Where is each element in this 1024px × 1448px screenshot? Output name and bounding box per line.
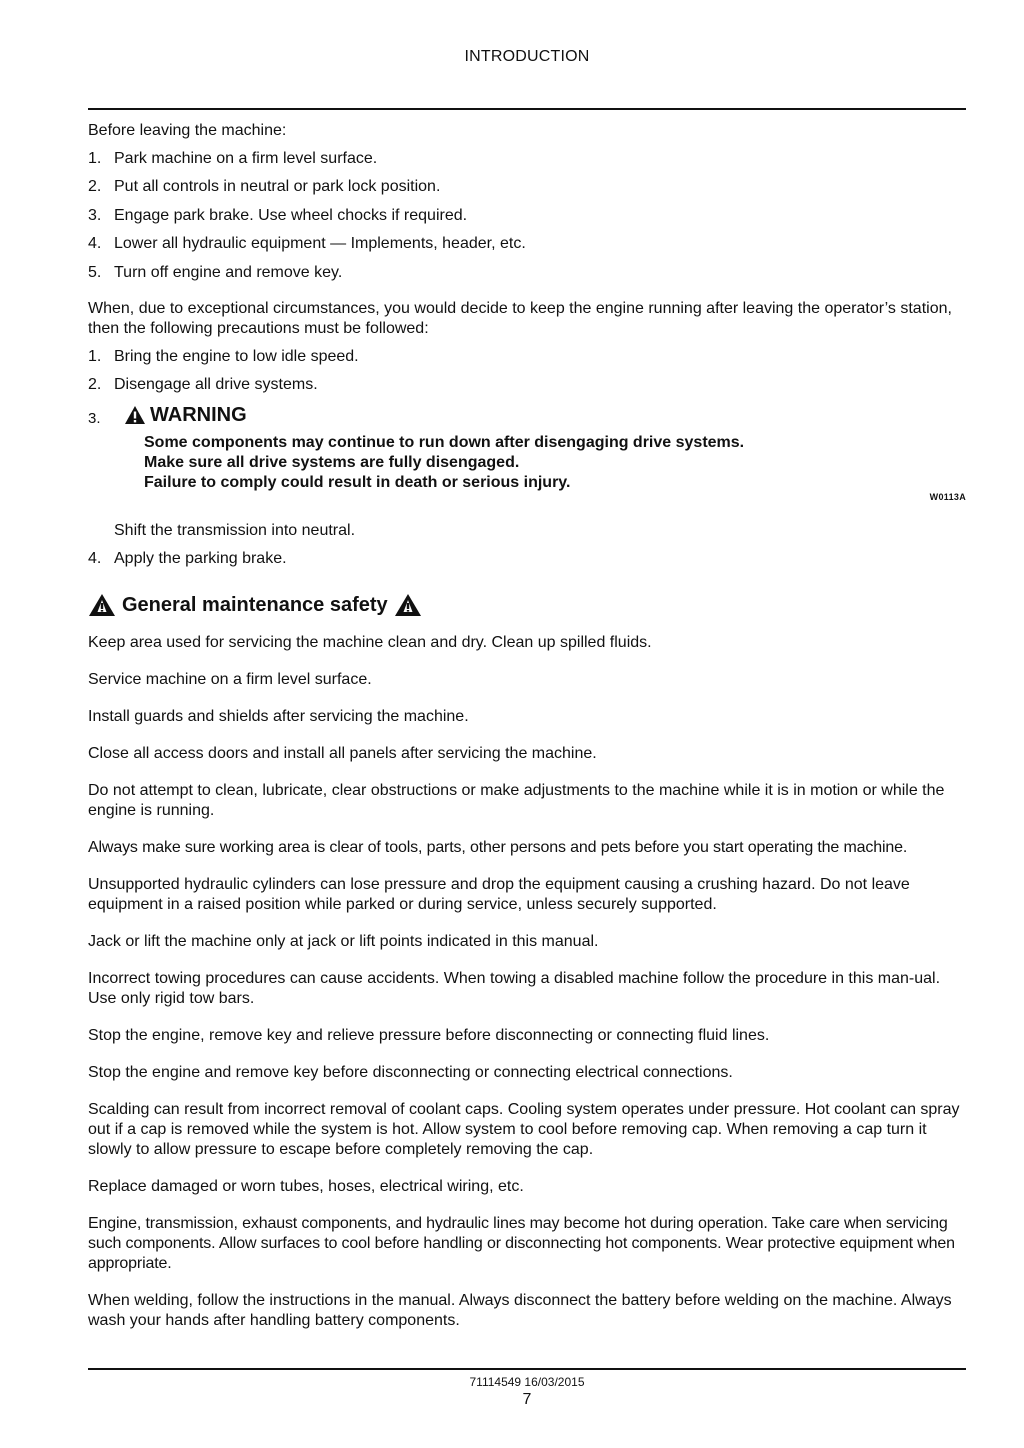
warning-step [88, 403, 966, 503]
section-heading [88, 591, 966, 619]
shift-instruction: Shift the transmission into neutral. [114, 522, 356, 540]
paragraph: Unsupported hydraulic cylinders can lose pressure and drop the equipment causing a crushing hazard. Do not leave equipment in a raised position while parked or during service, unless securely supported. [88, 876, 910, 914]
warning-heading [124, 403, 966, 427]
paragraph: Incorrect towing procedures can cause accidents. When towing a disabled machine follow the procedure in this man-ual. Use only rigid tow bars. [88, 970, 941, 1008]
paragraph: Close all access doors and install all panels after servicing the machine. [88, 745, 597, 763]
warning-box [124, 403, 966, 503]
paragraph: Replace damaged or worn tubes, hoses, electrical wiring, etc. [88, 1178, 524, 1196]
paragraph: Do not attempt to clean, lubricate, clear obstructions or make adjustments to the machine while it is in motion or while the engine is running. [88, 782, 945, 820]
maintenance-paragraphs [88, 633, 966, 1331]
paragraph: Always make sure working area is clear of tools, parts, other persons and pets before you start operating the machine. [88, 839, 908, 857]
list-item: 3. Engage park brake. Use wheel chocks if required. [88, 206, 468, 224]
paragraph: Stop the engine and remove key before disconnecting or connecting electrical connections. [88, 1064, 733, 1082]
list-item: 4. Lower all hydraulic equipment — Implements, header, etc. [88, 235, 526, 253]
leaving-intro: Before leaving the machine: [88, 122, 287, 139]
paragraph: Service machine on a firm level surface. [88, 671, 372, 689]
list-item: 1. Bring the engine to low idle speed. [88, 347, 359, 365]
warning-triangle-icon [124, 405, 146, 425]
warning-code: W0113A [929, 492, 966, 503]
warning-triangle-icon [88, 593, 116, 617]
running-step-4 [88, 549, 966, 569]
paragraph: Install guards and shields after servicing the machine. [88, 708, 469, 726]
list-item: 1. Park machine on a firm level surface. [88, 150, 378, 167]
paragraph: Stop the engine, remove key and relieve pressure before disconnecting or connecting fluid lines. [88, 1027, 770, 1045]
running-steps-list [88, 347, 966, 395]
paragraph: Jack or lift the machine only at jack or lift points indicated in this manual. [88, 933, 599, 951]
paragraph: Scalding can result from incorrect removal of coolant caps. Cooling system operates under pressure. Hot coolant can spray out if a cap is removed while the system is hot. Allow system to cool before removing cap. When removing a cap turn it slowly to allow pressure to escape before completely removing the cap. [88, 1101, 960, 1159]
warning-text: Some components may continue to run down after disengaging drive systems. Make sure all drive systems are fully disengaged. Failure to comply could result in death or serious injury. [144, 434, 745, 492]
running-intro: When, due to exceptional circumstances, you would decide to keep the engine running after leaving the operator’s station, then the following precautions must be followed: [88, 299, 952, 337]
list-item: 2. Put all controls in neutral or park lock position. [88, 178, 441, 196]
paragraph: When welding, follow the instructions in the manual. Always disconnect the battery before welding on the machine. Always wash your hands after handling battery components. [88, 1292, 952, 1330]
warning-triangle-icon [394, 593, 422, 617]
warning-step-number: 3. [88, 410, 101, 428]
page-number: 7 [522, 1391, 532, 1408]
page-content [88, 121, 966, 1348]
paragraph: Keep area used for servicing the machine clean and dry. Clean up spilled fluids. [88, 634, 652, 652]
list-item: 2. Disengage all drive systems. [88, 375, 318, 393]
list-item: 5. Turn off engine and remove key. [88, 263, 343, 281]
paragraph: Engine, transmission, exhaust components, and hydraulic lines may become hot during operation. Take care when servicing such components. Allow surfaces to cool before handling or disconnecting hot components. Wear protective equipment when appropriate. [88, 1215, 955, 1273]
footer-divider [88, 1368, 966, 1370]
list-item: 4. Apply the parking brake. [88, 550, 287, 568]
document-reference: 71114549 16/03/2015 [469, 1375, 585, 1389]
warning-title: WARNING [150, 404, 247, 427]
header-divider [88, 108, 966, 110]
section-title: General maintenance safety [122, 594, 388, 617]
page-header-title: INTRODUCTION [464, 48, 590, 65]
leaving-steps-list [88, 149, 966, 283]
